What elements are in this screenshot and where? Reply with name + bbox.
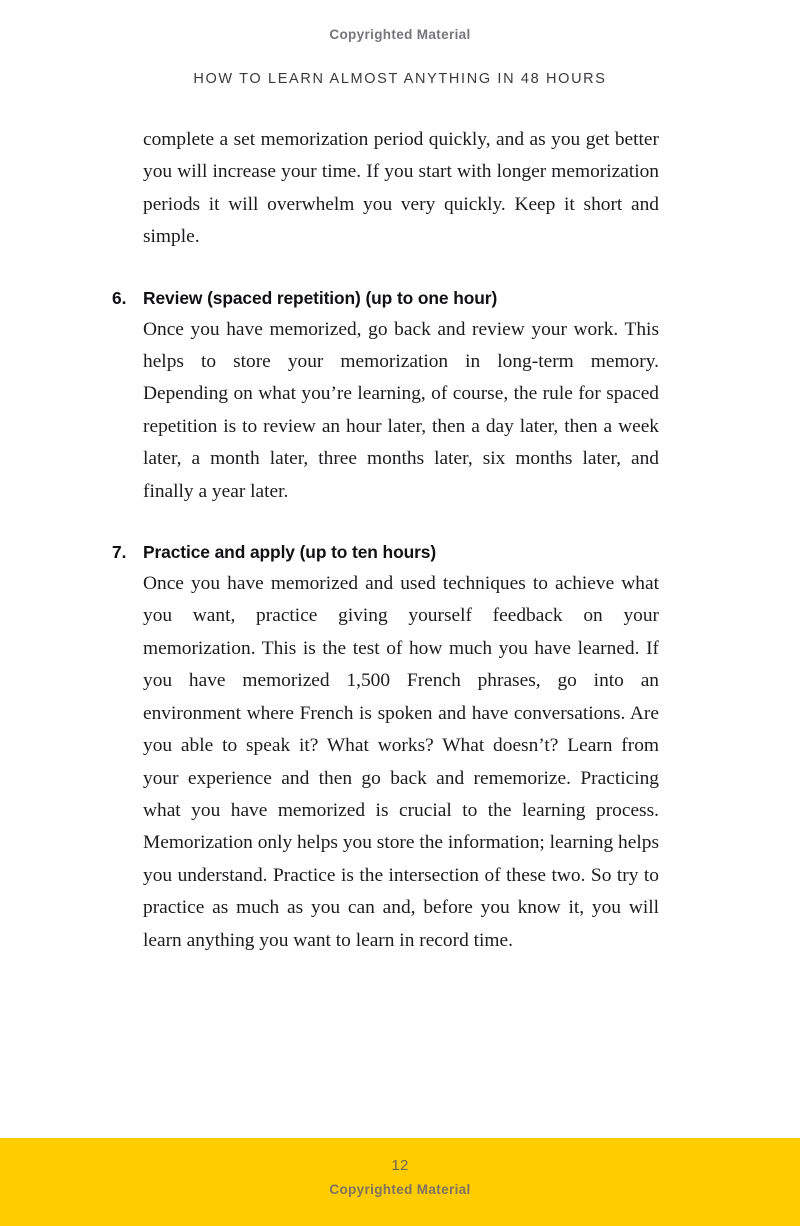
item-6-paragraph: Once you have memorized, go back and review your work. This helps to store your memorization in long-term memory. Depending on what you’re learning, of course, the rule for spaced repetition is to review an hour later, then a day later, then a week later, a month later, three months later, six months later, and finally a year later. <box>143 318 659 502</box>
text-column <box>112 124 659 957</box>
running-head-chapter-title: HOW TO LEARN ALMOST ANYTHING IN 48 HOURS <box>193 71 607 87</box>
item-6-heading <box>112 285 659 311</box>
item-6-number: 6. <box>112 287 127 308</box>
copyright-watermark-bottom: Copyrighted Material <box>329 1182 471 1197</box>
page-number: 12 <box>391 1157 409 1174</box>
item-6-heading-text: Review (spaced repetition) (up to one hour) <box>143 287 498 308</box>
numbered-item-7 <box>112 539 659 957</box>
copyright-watermark-top: Copyrighted Material <box>329 27 471 42</box>
item-7-heading-text: Practice and apply (up to ten hours) <box>143 542 437 563</box>
item-7-heading <box>112 539 659 565</box>
footer-band <box>0 1138 800 1226</box>
item-7-number: 7. <box>112 542 127 563</box>
numbered-item-6 <box>112 285 659 508</box>
item-7-paragraph: Once you have memorized and used techniques to achieve what you want, practice giving yourself feedback on your memorization. This is the test of how much you have learned. If you have memorized 1,500 French phrases, go into an environment where French is spoken and have conversations. Are you able to speak it? What works? What doesn’t? Learn from your experience and then go back and rememorize. Practicing what you have memorized is crucial to the learning process. Memorization only helps you store the information; learning helps you understand. Practice is the intersection of these two. So try to practice as much as you can and, before you know it, you will learn anything you want to learn in record time. <box>143 573 659 951</box>
continued-paragraph: complete a set memorization period quickly, and as you get better you will increase your time. If you start with longer memorization periods it will overwhelm you very quickly. Keep it short and simple. <box>143 129 659 248</box>
